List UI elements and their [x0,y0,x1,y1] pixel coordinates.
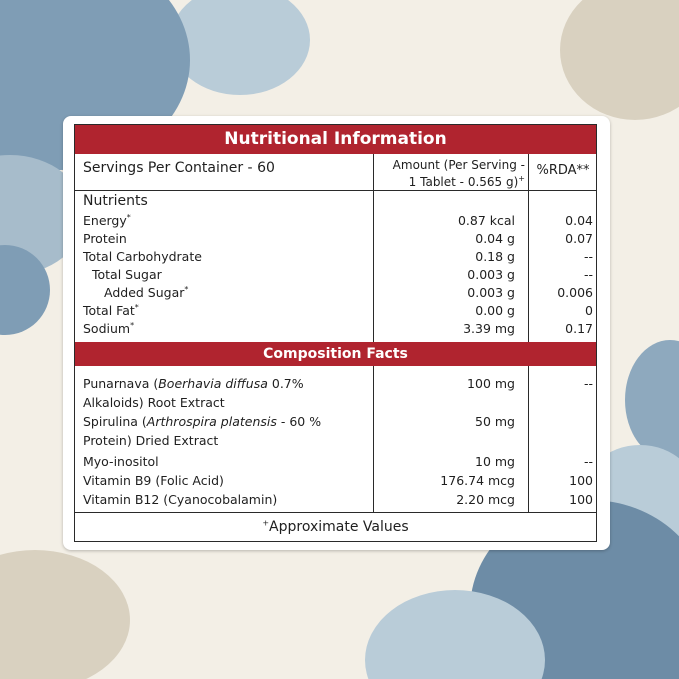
servings-per-container: Servings Per Container - 60 [83,160,275,176]
column-divider-rda-top [528,154,529,342]
nutrient-amount-total-sugar: 0.003 g [467,267,515,282]
composition-amount-spirulina: 50 mg [475,414,515,429]
nutrient-amount-sodium: 3.39 mg [463,321,515,336]
column-divider-rda-bottom [528,366,529,512]
composition-amount-vitamin-b9: 176.74 mcg [440,473,515,488]
table-title: Nutritional Information [75,125,596,154]
nutrient-amount-protein: 0.04 g [475,231,515,246]
nutrient-rda-carbohydrate: -- [583,249,593,264]
composition-rda-vitamin-b9: 100 [569,473,593,488]
nutrient-rda-energy: 0.04 [565,213,593,228]
nutrient-name-carbohydrate: Total Carbohydrate [83,249,202,264]
composition-heading: Composition Facts [75,342,596,366]
nutrients-heading: Nutrients [83,193,148,209]
header-divider [75,190,596,191]
nutrition-table [74,124,597,542]
nutrient-rda-total-fat: 0 [585,303,593,318]
nutrient-name-protein: Protein [83,231,127,246]
composition-amount-myo-inositol: 10 mg [475,454,515,469]
composition-amount-vitamin-b12: 2.20 mcg [456,492,515,507]
nutrient-name-total-fat: Total Fat* [83,302,139,318]
footer-divider [75,512,596,513]
nutrient-amount-added-sugar: 0.003 g [467,285,515,300]
composition-rda-vitamin-b12: 100 [569,492,593,507]
nutrient-name-energy: Energy* [83,212,131,228]
nutrient-rda-sodium: 0.17 [565,321,593,336]
nutrient-rda-added-sugar: 0.006 [557,285,593,300]
composition-amount-punarnava: 100 mg [467,376,515,391]
nutrient-rda-total-sugar: -- [583,267,593,282]
composition-name-vitamin-b12: Vitamin B12 (Cyanocobalamin) [83,492,278,507]
rda-header: %RDA** [536,163,590,178]
nutrient-amount-energy: 0.87 kcal [457,213,515,228]
composition-name-myo-inositol: Myo-inositol [83,454,159,469]
nutrient-amount-carbohydrate: 0.18 g [475,249,515,264]
column-divider-amount-top [373,154,374,342]
column-divider-amount-bottom [373,366,374,512]
nutrient-name-sodium: Sodium* [83,320,135,336]
nutrient-amount-total-fat: 0.00 g [475,303,515,318]
composition-name-spirulina-cont: Protein) Dried Extract [83,433,219,448]
composition-name-punarnava-cont: Alkaloids) Root Extract [83,395,225,410]
footer-note: +Approximate Values [262,518,409,535]
amount-header: Amount (Per Serving - 1 Tablet - 0.565 g)+ [392,158,525,189]
composition-rda-myo-inositol: -- [583,454,593,469]
nutrient-name-added-sugar: Added Sugar* [104,284,189,300]
composition-rda-punarnava: -- [583,376,593,391]
nutrient-name-total-sugar: Total Sugar [92,267,162,282]
nutrient-rda-protein: 0.07 [565,231,593,246]
composition-name-punarnava: Punarnava (Boerhavia diffusa 0.7% [83,376,304,391]
composition-name-spirulina: Spirulina (Arthrospira platensis - 60 % [83,414,322,429]
composition-name-vitamin-b9: Vitamin B9 (Folic Acid) [83,473,224,488]
